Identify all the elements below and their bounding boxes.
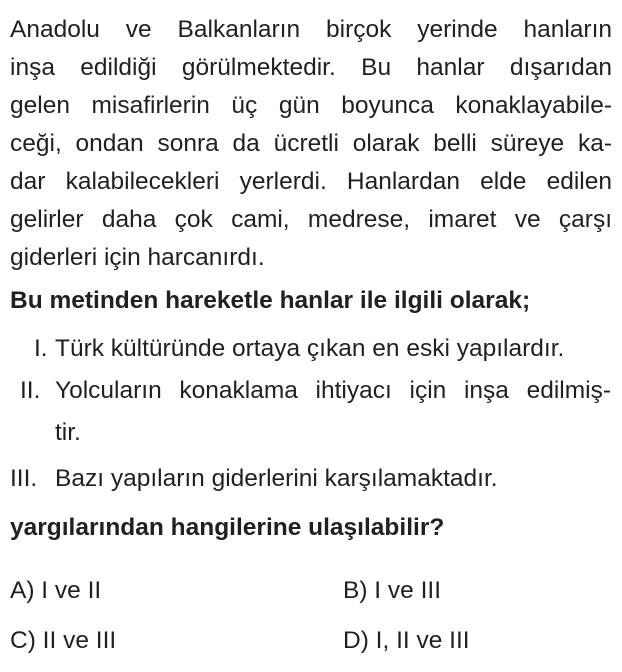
- passage-line-6: gelirler daha çok cami, medrese, imaret ve çarşı: [10, 206, 612, 233]
- passage-line-2: inşa edildiği görülmektedir. Bu hanlar dışarıdan: [10, 54, 612, 81]
- option-c[interactable]: C) II ve III: [10, 627, 117, 654]
- option-a[interactable]: A) I ve II: [10, 577, 102, 604]
- statement-2-numeral: II.: [20, 377, 41, 404]
- question-intro: Bu metinden hareketle hanlar ile ilgili olarak;: [10, 287, 531, 314]
- passage-line-4: ceği, ondan sonra da ücretli olarak belli süreye ka-: [10, 130, 612, 157]
- option-d[interactable]: D) I, II ve III: [343, 627, 470, 654]
- statement-2-continuation: tir.: [55, 419, 81, 446]
- statement-1-text: Türk kültüründe ortaya çıkan en eski yapılardır.: [55, 335, 565, 362]
- passage-line-7: giderleri için harcanırdı.: [10, 244, 265, 271]
- passage-line-1: Anadolu ve Balkanların birçok yerinde hanların: [10, 16, 612, 43]
- statement-2-text: Yolcuların konaklama ihtiyacı için inşa edilmiş-: [55, 377, 611, 404]
- statement-1-numeral: I.: [34, 335, 48, 362]
- statement-3-numeral: III.: [10, 465, 38, 492]
- statement-3-text: Bazı yapıların giderlerini karşılamaktadır.: [55, 465, 498, 492]
- option-b[interactable]: B) I ve III: [343, 577, 442, 604]
- question-stem: yargılarından hangilerine ulaşılabilir?: [10, 514, 445, 541]
- passage-line-5: dar kalabilecekleri yerlerdi. Hanlardan elde edilen: [10, 168, 612, 195]
- passage-line-3: gelen misafirlerin üç gün boyunca konaklayabile-: [10, 92, 612, 119]
